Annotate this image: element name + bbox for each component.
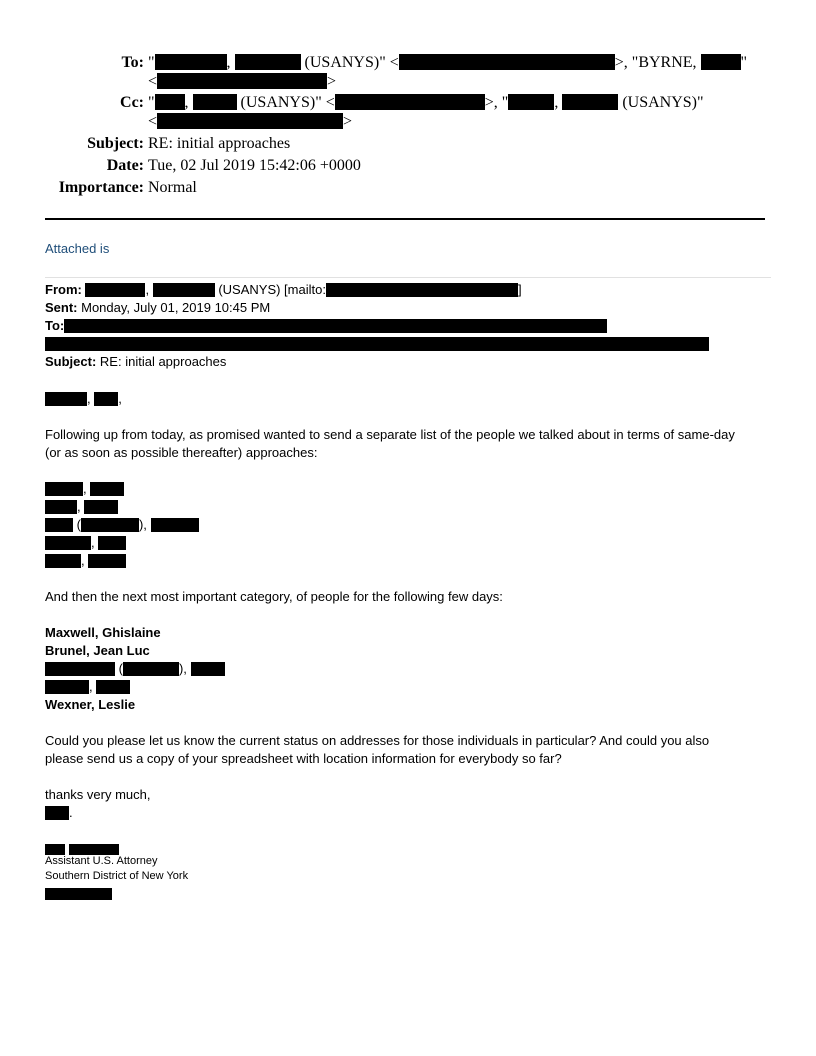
sig-contact xyxy=(45,885,112,900)
to-label-body: To: xyxy=(45,318,65,333)
redaction xyxy=(45,680,89,694)
redaction xyxy=(155,94,185,110)
salutation: , , xyxy=(45,391,122,406)
from-org: (USANYS) [mailto: xyxy=(218,282,326,297)
redaction xyxy=(88,554,126,568)
sig-title: Assistant U.S. Attorney xyxy=(45,855,158,867)
redaction xyxy=(98,536,126,550)
from-label: From: xyxy=(45,282,82,297)
redaction xyxy=(157,113,343,129)
redaction xyxy=(153,283,215,297)
sent-line xyxy=(45,300,270,315)
redaction xyxy=(45,392,87,406)
redaction xyxy=(508,94,554,110)
subject-value-body: RE: initial approaches xyxy=(99,354,227,369)
list-item: , xyxy=(45,499,118,514)
redaction xyxy=(45,482,83,496)
redaction xyxy=(45,518,73,532)
date-label: Date: xyxy=(106,157,144,174)
quote-divider xyxy=(45,277,771,278)
redaction xyxy=(45,337,709,351)
redaction xyxy=(45,888,112,900)
redaction xyxy=(157,73,327,89)
redaction xyxy=(45,806,69,820)
subject-label-body: Subject: xyxy=(45,354,97,369)
list-item: ( ), xyxy=(45,517,199,532)
date-value: Tue, 02 Jul 2019 15:42:06 +0000 xyxy=(148,157,361,174)
redaction xyxy=(45,844,65,855)
closing: thanks very much, xyxy=(45,787,151,802)
from-line: From: , (USANYS) [mailto: ] xyxy=(45,282,522,297)
list-item: ( ), xyxy=(45,661,225,676)
sig-name xyxy=(45,840,119,855)
para1-line2: (or as soon as possible thereafter) approaches: xyxy=(45,445,318,460)
cc-value: " , (USANYS)" < >, " , (USANYS)" xyxy=(148,94,704,111)
redaction xyxy=(84,500,118,514)
subject-label: Subject: xyxy=(87,135,144,152)
attached-note: Attached is xyxy=(45,241,110,256)
cc-label: Cc: xyxy=(120,94,144,111)
cc-org-2: (USANYS)" xyxy=(622,94,704,111)
para2: And then the next most important category, of people for the following few days: xyxy=(45,589,503,604)
redaction xyxy=(701,54,741,70)
redaction xyxy=(69,844,119,855)
list-item xyxy=(45,643,150,658)
para3-line1: Could you please let us know the current status on addresses for those individuals in particular? And could you also xyxy=(45,733,710,748)
redaction xyxy=(326,283,518,297)
cc-org: (USANYS)" < xyxy=(240,94,335,111)
list-item: , xyxy=(45,535,126,550)
redaction xyxy=(45,554,81,568)
redaction xyxy=(193,94,237,110)
redaction xyxy=(335,94,485,110)
to-line xyxy=(45,318,607,333)
sent-label: Sent: xyxy=(45,300,78,315)
to-tail: >, "BYRNE, xyxy=(614,54,697,71)
redaction xyxy=(64,319,607,333)
list-item xyxy=(45,625,161,640)
to-org: (USANYS)" < xyxy=(304,54,399,71)
to-line-2 xyxy=(45,336,709,351)
signoff: . xyxy=(45,805,73,820)
header-divider xyxy=(45,218,765,220)
importance-value: Normal xyxy=(148,179,197,196)
name-brunel: Brunel, Jean Luc xyxy=(45,643,150,658)
redaction xyxy=(155,54,227,70)
to-value: " , (USANYS)" < >, "BYRNE, " xyxy=(148,54,748,71)
list-item xyxy=(45,697,135,712)
redaction xyxy=(94,392,118,406)
sent-value: Monday, July 01, 2019 10:45 PM xyxy=(81,300,271,315)
list-item: , xyxy=(45,679,130,694)
name-maxwell: Maxwell, Ghislaine xyxy=(45,625,161,640)
redaction xyxy=(399,54,615,70)
to-label: To: xyxy=(121,54,144,71)
redaction xyxy=(45,500,77,514)
redaction xyxy=(123,662,179,676)
redaction xyxy=(235,54,301,70)
name-wexner: Wexner, Leslie xyxy=(45,697,136,712)
redaction xyxy=(191,662,225,676)
redaction xyxy=(96,680,130,694)
subject-value: RE: initial approaches xyxy=(148,135,291,152)
redaction xyxy=(151,518,199,532)
redaction xyxy=(81,518,139,532)
redaction xyxy=(85,283,145,297)
list-item: , xyxy=(45,481,124,496)
sig-office: Southern District of New York xyxy=(45,870,189,882)
redaction xyxy=(45,536,91,550)
para1-line1: Following up from today, as promised wanted to send a separate list of the people we talked about in terms of same-day xyxy=(45,427,735,442)
redaction xyxy=(45,662,115,676)
list-item: , xyxy=(45,553,126,568)
importance-label: Importance: xyxy=(58,179,144,196)
subject-line xyxy=(45,354,226,369)
redaction xyxy=(90,482,124,496)
redaction xyxy=(562,94,618,110)
para3-line2: please send us a copy of your spreadsheet with location information for everybody so far? xyxy=(45,751,562,766)
